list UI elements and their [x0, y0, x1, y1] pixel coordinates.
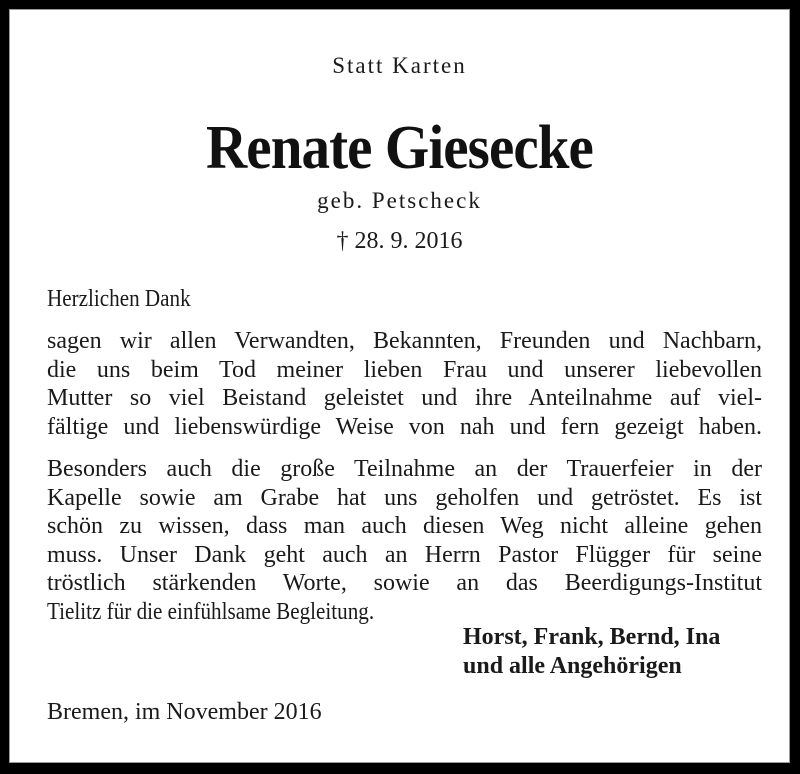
signature	[463, 623, 720, 681]
header-statt-karten: Statt Karten	[332, 53, 467, 78]
paragraph-funeral	[47, 455, 762, 626]
paragraph-line: sagen wir allen Verwandten, Bekannten, Freunden und Nachbarn,	[47, 328, 762, 354]
paragraph-line: schön zu wissen, dass man auch diesen Weg nicht alleine gehen	[47, 513, 762, 539]
maiden-name: geb. Petscheck	[317, 188, 482, 213]
paragraph-line: tröstlich stärkenden Worte, sowie an das Beerdigungs-Institut	[47, 570, 762, 596]
greeting	[47, 285, 762, 314]
deceased-name: Renate Giesecke	[206, 114, 593, 182]
place-date: Bremen, im November 2016	[47, 699, 322, 725]
paragraph-line: die uns beim Tod meiner lieben Frau und unserer liebevollen	[47, 356, 762, 383]
paragraph-line: Besonders auch die große Teilnahme an der Trauerfeier in der	[47, 456, 762, 482]
signature-line: und alle Angehörigen	[463, 653, 682, 679]
signature-line: Horst, Frank, Bernd, Ina	[463, 624, 721, 650]
paragraph-line: muss. Unser Dank geht auch an Herrn Pastor Flügger für seine	[47, 541, 762, 568]
paragraph-line: fältige und liebenswürdige Weise von nah und fern gezeigt haben.	[47, 413, 762, 440]
paragraph-line: Tielitz für die einfühlsame Begleitung.	[47, 598, 375, 625]
paragraph-line: Mutter so viel Beistand geleistet und ihre Anteilnahme auf viel-	[47, 385, 762, 411]
obituary-card	[9, 9, 790, 763]
greeting-text: Herzlichen Dank	[47, 286, 191, 312]
death-date: † 28. 9. 2016	[336, 228, 463, 254]
paragraph-line: Kapelle sowie am Grabe hat uns geholfen und getröstet. Es ist	[47, 484, 762, 511]
paragraph-thanks	[47, 327, 762, 441]
